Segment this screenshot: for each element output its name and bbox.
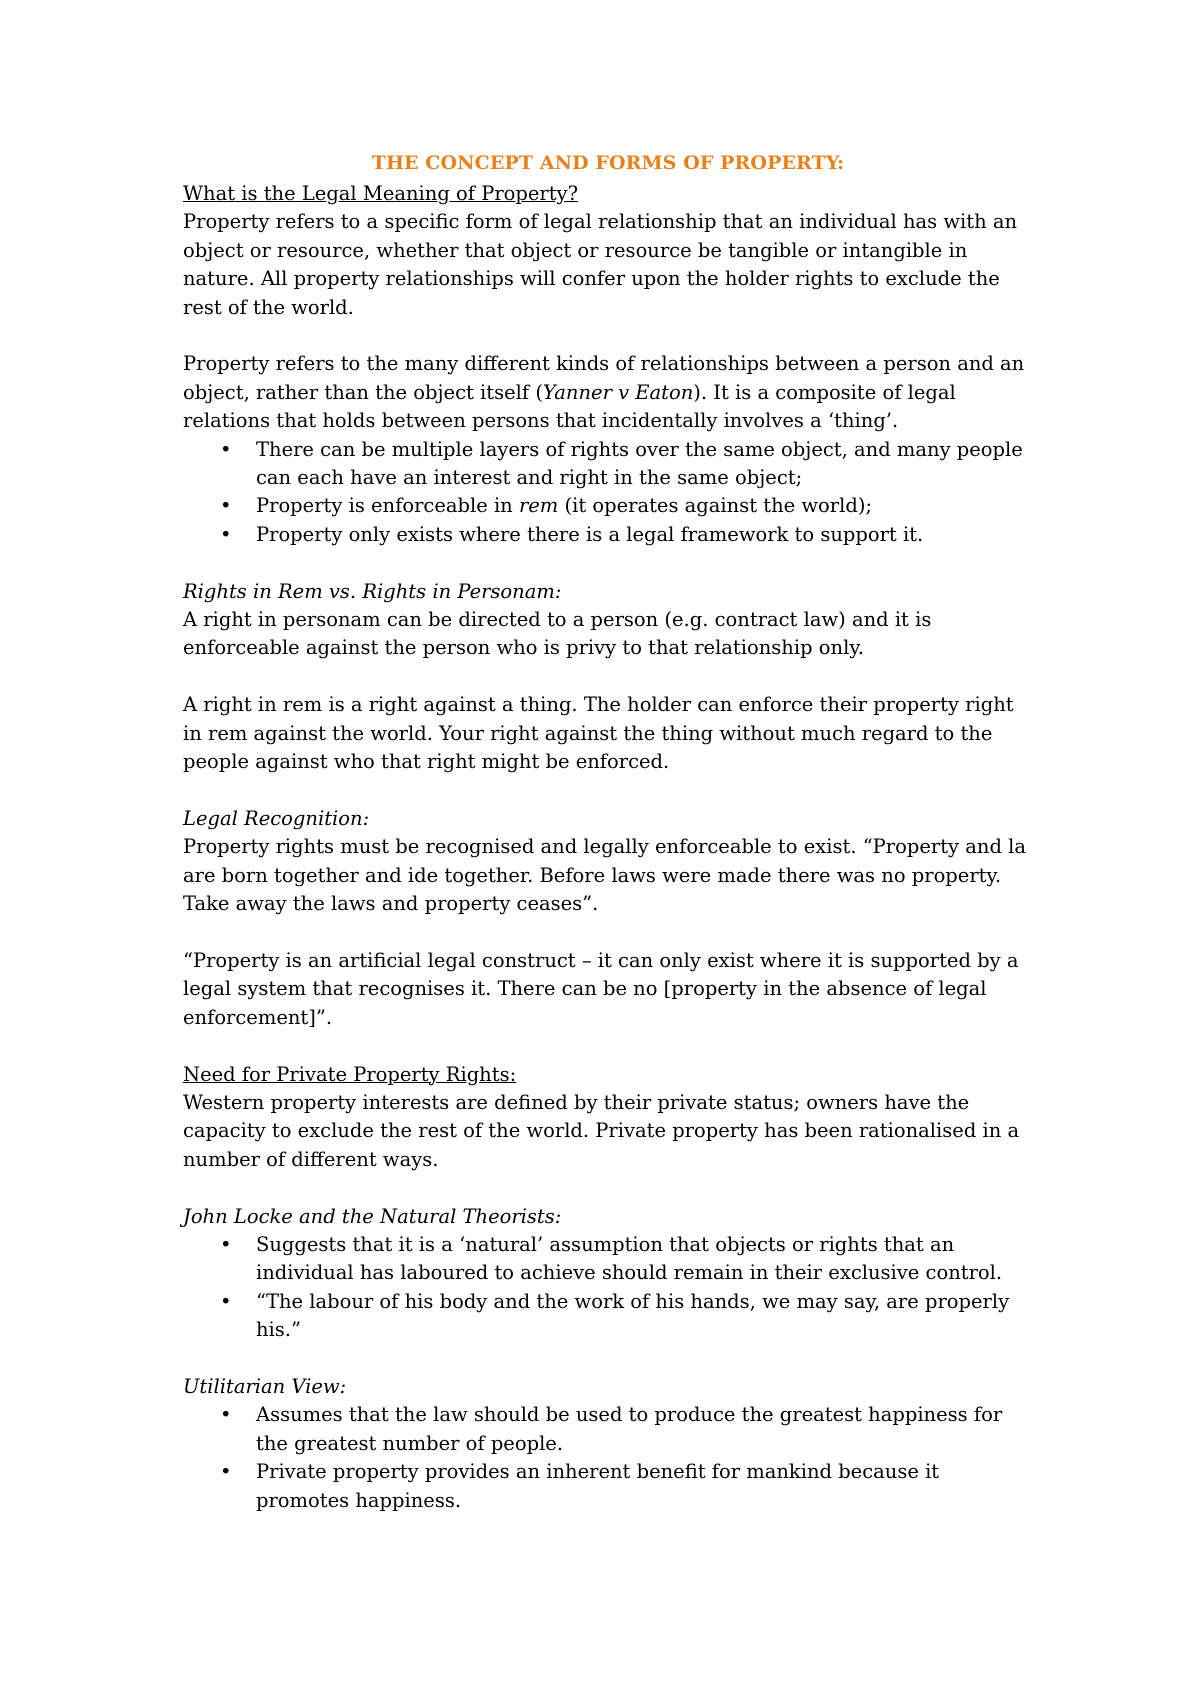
case-citation: Yanner v Eaton bbox=[542, 380, 694, 404]
bullet-icon: • bbox=[220, 1232, 232, 1256]
bullet-icon: • bbox=[220, 437, 232, 461]
list-item-text: Property only exists where there is a legal framework to support it. bbox=[256, 522, 924, 546]
list-item-text: Private property provides an inherent benefit for mankind because it promotes happiness. bbox=[256, 1460, 940, 1512]
paragraph-rem: A right in rem is a right against a thing. The holder can enforce their property right in rem against the world. Your right against the thing without much regard to the people against who that right might be enforced. bbox=[183, 693, 1014, 774]
bullet-icon: • bbox=[220, 1403, 232, 1427]
bullet-icon: • bbox=[220, 1460, 232, 1484]
bullet-icon: • bbox=[220, 494, 232, 518]
list-item-text: Suggests that it is a ‘natural’ assumption that objects or rights that an individual has laboured to achieve should remain in their exclusive control. bbox=[256, 1232, 1003, 1285]
list-item-text: Property is enforceable in bbox=[256, 494, 519, 518]
spacer bbox=[183, 1345, 1033, 1373]
paragraph-private-property: Western property interests are defined by their private status; owners have the capacity to exclude the rest of the world. Private property has been rationalised in a number of different ways. bbox=[183, 1090, 1020, 1171]
list-item bbox=[183, 1288, 1033, 1345]
document-page bbox=[183, 150, 1033, 1515]
paragraph-artificial-construct: “Property is an artificial legal construct – it can only exist where it is supported by a legal system that recognises it. There can be no [property in the absence of legal enforcement]”. bbox=[183, 948, 1019, 1029]
spacer bbox=[183, 776, 1033, 804]
section-heading-legal-recognition: Legal Recognition: bbox=[183, 806, 370, 830]
list-item bbox=[183, 492, 1033, 520]
spacer bbox=[183, 1174, 1033, 1202]
bullet-list-utilitarian bbox=[183, 1401, 1033, 1515]
section-heading-private-property: Need for Private Property Rights: bbox=[183, 1062, 517, 1086]
document-title: THE CONCEPT AND FORMS OF PROPERTY: bbox=[371, 152, 845, 174]
bullet-icon: • bbox=[220, 1289, 232, 1313]
list-item bbox=[183, 436, 1033, 493]
section-heading-legal-meaning: What is the Legal Meaning of Property? bbox=[183, 182, 579, 205]
spacer bbox=[183, 322, 1033, 350]
bullet-list-locke bbox=[183, 1231, 1033, 1345]
list-item bbox=[183, 521, 1033, 549]
spacer bbox=[183, 1032, 1033, 1060]
bullet-list-property-features bbox=[183, 436, 1033, 550]
paragraph-personam: A right in personam can be directed to a person (e.g. contract law) and it is enforceable against the person who is privy to that relationship only. bbox=[183, 608, 932, 660]
bullet-icon: • bbox=[220, 522, 232, 546]
paragraph-relationships bbox=[183, 350, 1033, 435]
list-item bbox=[183, 1401, 1033, 1458]
spacer bbox=[183, 919, 1033, 947]
section-heading-rem-personam: Rights in Rem vs. Rights in Personam: bbox=[183, 579, 562, 603]
text-run: ). It is a composite of legal relations that holds between persons that incidentally involves a ‘thing’. bbox=[183, 380, 956, 433]
paragraph-recognition: Property rights must be recognised and legally enforceable to exist. “Property and la are born together and ide together. Before laws were made there was no property. Take away the laws and property ceases”. bbox=[183, 835, 1026, 916]
list-item-text: (it operates against the world); bbox=[558, 494, 873, 518]
italic-term: rem bbox=[518, 494, 559, 518]
section-heading-locke: John Locke and the Natural Theorists: bbox=[183, 1204, 562, 1228]
list-item-text: There can be multiple layers of rights over the same object, and many people can each have an interest and right in the same object; bbox=[256, 437, 1023, 490]
text-run: Property refers to the many different kinds of relationships between a person and an object, rather than the object itself ( bbox=[183, 352, 1025, 404]
spacer bbox=[183, 663, 1033, 691]
list-item bbox=[183, 1231, 1033, 1288]
section-heading-utilitarian: Utilitarian View: bbox=[183, 1374, 347, 1398]
list-item-text: “The labour of his body and the work of his hands, we may say, are properly his.” bbox=[256, 1289, 1010, 1342]
list-item-text: Assumes that the law should be used to produce the greatest happiness for the greatest number of people. bbox=[256, 1403, 1003, 1455]
paragraph-legal-meaning: Property refers to a specific form of legal relationship that an individual has with an object or resource, whether that object or resource be tangible or intangible in nature. All property relationships will confer upon the holder rights to exclude the rest of the world. bbox=[183, 210, 1018, 319]
list-item bbox=[183, 1458, 1033, 1515]
spacer bbox=[183, 549, 1033, 577]
